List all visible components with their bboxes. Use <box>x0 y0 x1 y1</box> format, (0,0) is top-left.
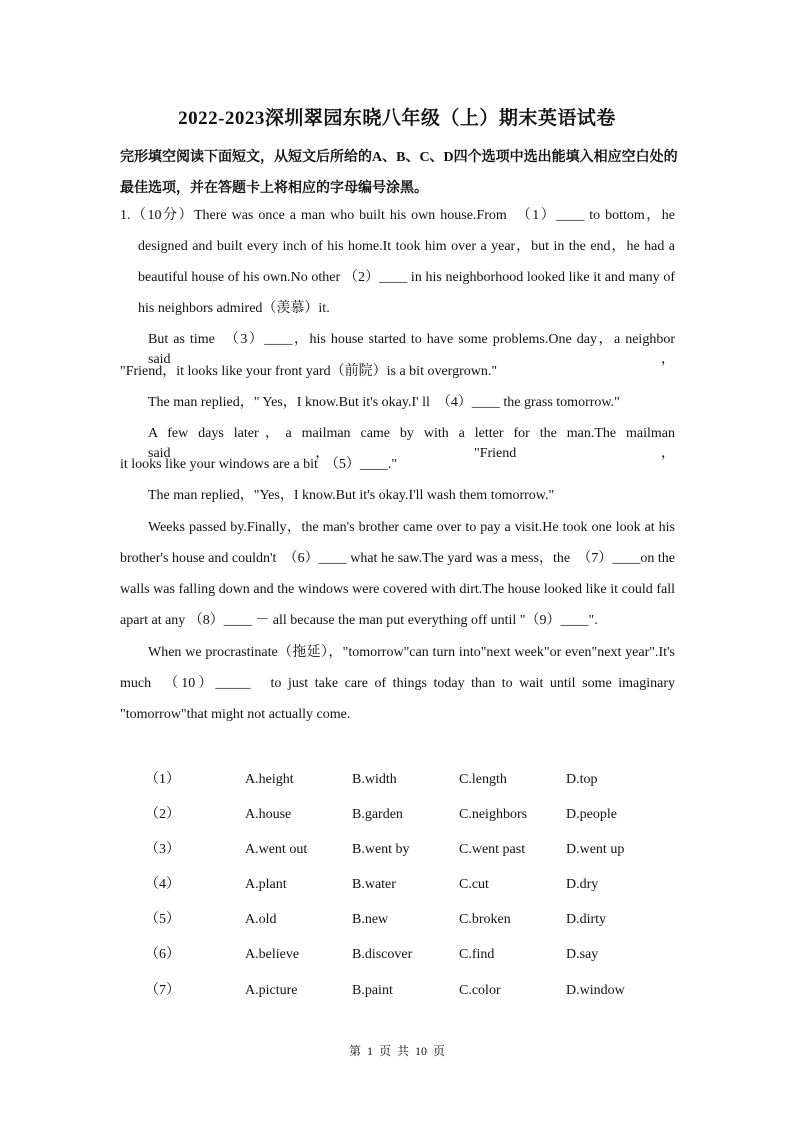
question-number: （5） <box>145 912 180 927</box>
passage-line: When we procrastinate（拖延），"tomorrow"can turn into"next week"or even"next year".It's <box>148 645 675 660</box>
option-b: B.new <box>352 912 389 927</box>
option-row <box>0 805 794 825</box>
option-a: A.believe <box>245 947 300 962</box>
question-number: （4） <box>145 877 180 892</box>
option-d: D.people <box>566 807 617 822</box>
question-number: （3） <box>145 842 180 857</box>
option-d: D.say <box>566 947 599 962</box>
option-c: C.broken <box>459 912 511 927</box>
passage-line: it looks like your windows are a bit （5）____." <box>120 457 398 472</box>
passage-line: much （10）_____ to just take care of things today than to wait until some imaginary <box>120 676 675 691</box>
option-a: A.went out <box>245 842 308 857</box>
option-b: B.width <box>352 772 397 787</box>
option-b: B.garden <box>352 807 403 822</box>
option-row <box>0 981 794 1001</box>
option-row <box>0 875 794 895</box>
question-number: （7） <box>145 983 180 998</box>
option-a: A.height <box>245 772 294 787</box>
option-c: C.went past <box>459 842 526 857</box>
option-d: D.dirty <box>566 912 607 927</box>
option-c: C.length <box>459 772 507 787</box>
option-b: B.went by <box>352 842 410 857</box>
option-row <box>0 840 794 860</box>
question-number: （6） <box>145 947 180 962</box>
passage-line: his neighbors admired（羡慕）it. <box>138 301 330 316</box>
passage-line: "Friend，it looks like your front yard（前院）is a bit overgrown." <box>120 364 498 379</box>
passage-line: brother's house and couldn't （6）____ what he saw.The yard was a mess，the （7）____on the <box>120 551 675 566</box>
option-a: A.house <box>245 807 292 822</box>
cloze-instruction: 完形填空阅读下面短文，从短文后所给的A、B、C、D四个选项中选出能填入相应空白处的最佳选项，并在答题卡上将相应的字母编号涂黑。 <box>120 150 678 196</box>
option-d: D.top <box>566 772 598 787</box>
option-d: D.dry <box>566 877 599 892</box>
question-number: （1） <box>145 772 180 787</box>
passage-line: 1.（10分）There was once a man who built his own house.From （1）____ to bottom，he <box>120 208 675 223</box>
page-title: 2022-2023深圳翠园东晓八年级（上）期末英语试卷 <box>178 108 616 129</box>
option-row <box>0 945 794 965</box>
option-c: C.cut <box>459 877 489 892</box>
passage-line: walls was falling down and the windows were covered with dirt.The house looked like it could fall <box>120 582 675 597</box>
option-b: B.water <box>352 877 396 892</box>
passage-line: A few days later，a mailman came by with a letter for the man.The mailman said，"Friend， <box>148 426 675 461</box>
passage-line: "tomorrow"that might not actually come. <box>120 707 351 722</box>
passage-line: apart at any （8）____ － all because the man put everything off until "（9）____". <box>120 613 598 628</box>
option-row <box>0 770 794 790</box>
option-d: D.went up <box>566 842 625 857</box>
option-c: C.color <box>459 983 501 998</box>
option-row <box>0 910 794 930</box>
page-footer: 第 1 页 共 10 页 <box>348 1044 445 1058</box>
passage-line: The man replied，"Yes，I know.But it's okay.I'll wash them tomorrow." <box>148 488 555 503</box>
passage-line: The man replied，" Yes，I know.But it's okay.I' ll （4）____ the grass tomorrow." <box>148 395 620 410</box>
passage-line: beautiful house of his own.No other （2）____ in his neighborhood looked like it and many of <box>138 270 675 285</box>
option-c: C.find <box>459 947 495 962</box>
option-a: A.old <box>245 912 277 927</box>
option-a: A.picture <box>245 983 298 998</box>
option-d: D.window <box>566 983 625 998</box>
passage-line: But as time （3）____，his house started to have some problems.One day，a neighbor said， <box>148 332 675 367</box>
option-b: B.discover <box>352 947 413 962</box>
option-c: C.neighbors <box>459 807 528 822</box>
option-a: A.plant <box>245 877 287 892</box>
option-b: B.paint <box>352 983 393 998</box>
question-number: （2） <box>145 807 180 822</box>
passage-line: Weeks passed by.Finally，the man's brother came over to pay a visit.He took one look at his <box>148 520 675 535</box>
passage-line: designed and built every inch of his home.It took him over a year，but in the end，he had a <box>138 239 675 254</box>
